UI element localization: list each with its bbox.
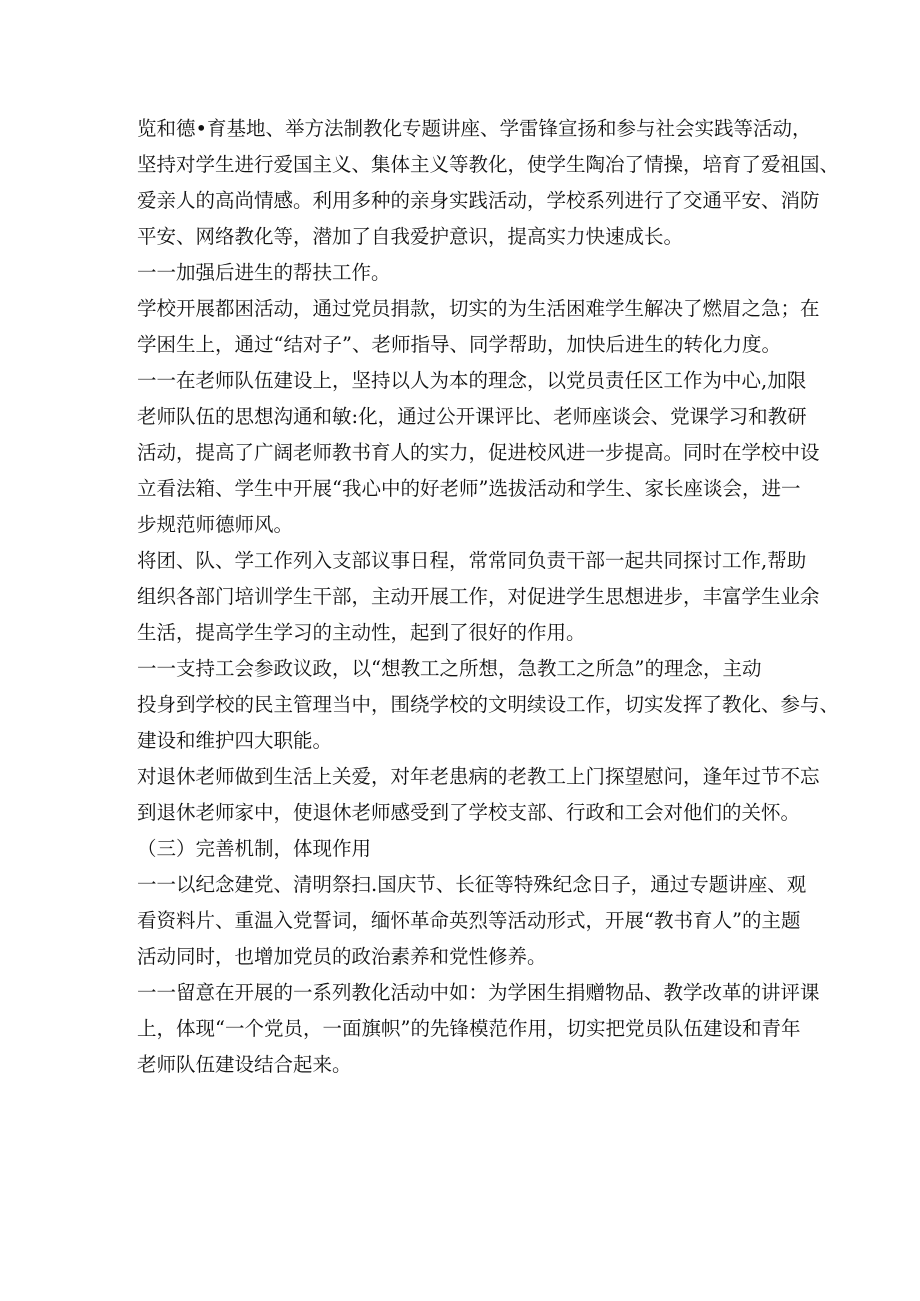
text-line: 一一支持工会参政议政，以“想教工之所想，急教工之所急”的理念，主动 bbox=[137, 657, 762, 680]
text-line: 将团、队、学工作列入支部议事日程，常常同负责干部一起共同探讨工作,帮助 bbox=[137, 549, 807, 572]
text-line: 学校开展都困活动，通过党员捐款，切实的为生活困难学生解决了燃眉之急；在 bbox=[137, 297, 820, 320]
text-line: 对退休老师做到生活上关爱，对年老患病的老教工上门探望慰问，逢年过节不忘 bbox=[137, 765, 820, 788]
text-line: 投身到学校的民主管理当中，围绕学校的文明续设工作，切实发挥了教化、参与、 bbox=[137, 693, 840, 716]
text-line: 览和德•育基地、举方法制教化专题讲座、学雷锋宣扬和参与社会实践等活动， bbox=[137, 117, 812, 140]
text-line: 学困生上，通过“结对子”、老师指导、同学帮助，加快后进生的转化力度。 bbox=[137, 333, 781, 356]
text-line: 到退休老师家中，使退休老师感受到了学校支部、行政和工会对他们的关怀。 bbox=[137, 801, 801, 824]
section-heading: （三）完善机制，体现作用 bbox=[137, 837, 372, 860]
text-line: 上，体现“一个党员，一面旗帜”的先锋模范作用，切实把党员队伍建设和青年 bbox=[137, 1017, 801, 1040]
text-line: 坚持对学生进行爱国主义、集体主义等教化，使学生陶冶了情操，培育了爱祖国、 bbox=[137, 153, 840, 176]
text-line: 老师队伍的思想沟通和敏:化，通过公开课评比、老师座谈会、党课学习和教研 bbox=[137, 405, 807, 428]
text-line: 一一在老师队伍建设上，坚持以人为本的理念，以党员责任区工作为中心,加限 bbox=[137, 369, 807, 392]
text-line: 爱亲人的高尚情感。利用多种的亲身实践活动，学校系列进行了交通平安、消防 bbox=[137, 189, 820, 212]
text-line: 一一加强后进生的帮扶工作。 bbox=[137, 261, 391, 284]
text-line: 平安、网络教化等，潜加了自我爱护意识，提高实力快速成长。 bbox=[137, 225, 684, 248]
text-line: 生活，提高学生学习的主动性，起到了很好的作用。 bbox=[137, 621, 586, 644]
text-line: 立看法箱、学生中开展“我心中的好老师”选拔活动和学生、家长座谈会，进一 bbox=[137, 477, 801, 500]
text-line: 看资料片、重温入党誓词，缅怀革命英烈等活动形式，开展“教书育人”的主题 bbox=[137, 909, 801, 932]
text-line: 活动，提高了广阔老师教书育人的实力，促进校风进一步提高。同时在学校中设 bbox=[137, 441, 820, 464]
text-line: 一一以纪念建党、清明祭扫.国庆节、长征等特殊纪念日子，通过专题讲座、观 bbox=[137, 873, 807, 896]
text-line: 组织各部门培训学生干部，主动开展工作，对促进学生思想进步，丰富学生业余 bbox=[137, 585, 820, 608]
text-line: 活动同时，也增加党员的政治素养和党性修养。 bbox=[137, 945, 547, 968]
text-line: 一一留意在开展的一系列教化活动中如：为学困生捐赠物品、教学改革的讲评课 bbox=[137, 981, 820, 1004]
text-line: 步规范师德师风。 bbox=[137, 513, 294, 536]
text-line: 老师队伍建设结合起来。 bbox=[137, 1053, 352, 1076]
body-text bbox=[137, 111, 840, 1083]
text-line: 建设和维护四大职能。 bbox=[137, 729, 333, 752]
